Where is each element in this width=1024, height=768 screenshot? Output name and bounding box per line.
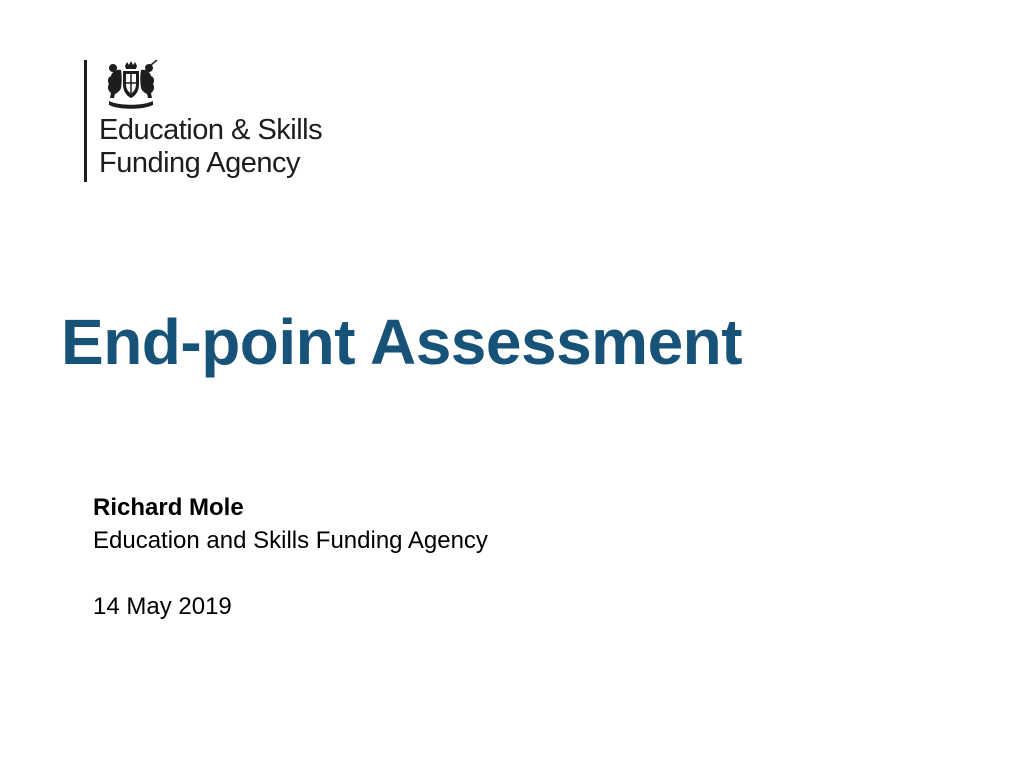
presentation-date: 14 May 2019 xyxy=(93,593,232,620)
presenter-organisation: Education and Skills Funding Agency xyxy=(93,527,488,554)
presenter-block xyxy=(93,491,488,557)
agency-name-line-1: Education & Skills xyxy=(99,114,323,146)
agency-logo xyxy=(84,60,322,182)
royal-coat-of-arms-icon xyxy=(101,60,161,112)
presenter-name: Richard Mole xyxy=(93,494,244,521)
logo-rule xyxy=(84,60,87,182)
agency-name-line-2: Funding Agency xyxy=(99,147,300,179)
agency-name xyxy=(99,114,322,180)
logo-body xyxy=(99,60,322,182)
slide-title: End-point Assessment xyxy=(61,306,743,378)
